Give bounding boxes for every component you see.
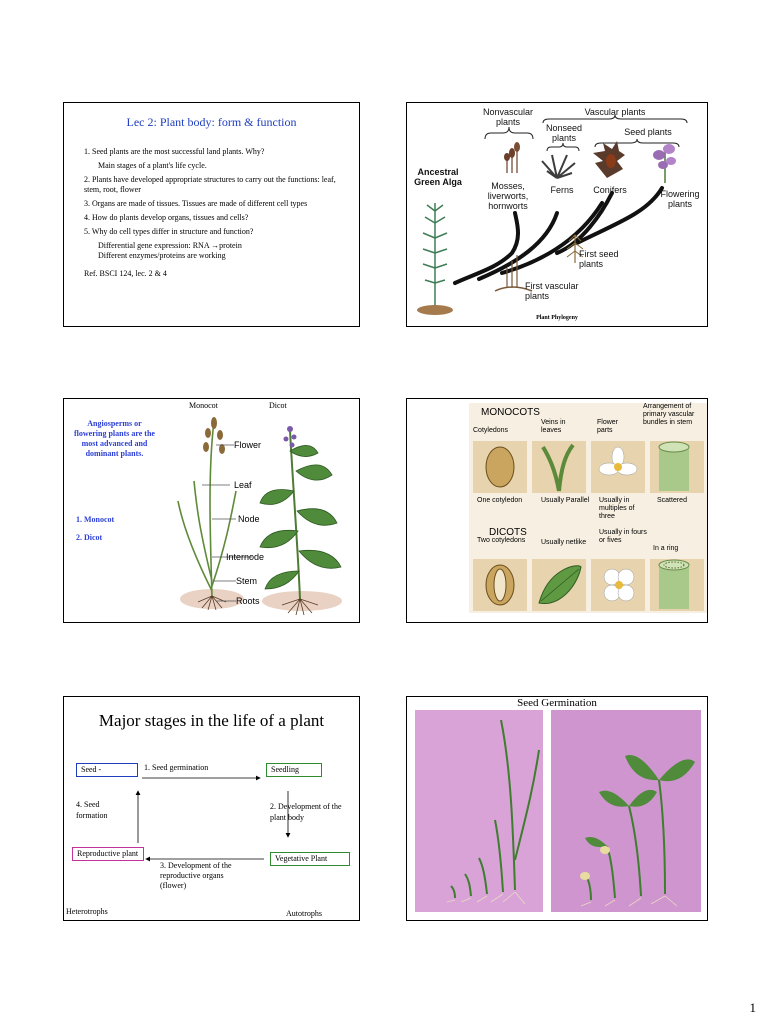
slide1-item-8: Different enzymes/proteins are working <box>98 251 226 260</box>
dicot-cotyledons: Two cotyledons <box>477 537 526 544</box>
germination-photos <box>415 710 701 912</box>
slide1-title: Lec 2: Plant body: form & function <box>126 115 297 129</box>
monocot-spikelets <box>203 417 225 454</box>
monocot-flower-parts: Usually in multiples of three <box>599 497 635 520</box>
phylogeny-caption: Plant Phylogeny <box>536 315 578 321</box>
alga-base <box>417 305 453 315</box>
slide1-item-7: Differential gene expression: RNA →protein <box>98 241 242 250</box>
label-vascular: Vascular plants <box>584 107 646 117</box>
slide-seed-germination <box>406 696 708 921</box>
label-leaf: Leaf <box>234 480 252 490</box>
flowering-plant-illustration <box>653 144 676 183</box>
label-heterotrophs: Heterotrophs <box>66 907 108 916</box>
list-dicot: 2. Dicot <box>76 533 103 542</box>
step-seed-formation: 4. Seed formation <box>76 800 108 820</box>
dicot-photo-bg <box>551 710 701 912</box>
slide1-item-6: 5. Why do cell types differ in structure and function? <box>84 227 254 236</box>
seed-germination-title: Seed Germination <box>517 697 597 709</box>
box-reproductive-plant: Reproductive plant <box>72 847 144 861</box>
label-internode: Internode <box>226 552 265 562</box>
monocot-veins: Usually Parallel <box>541 497 590 504</box>
label-mosses: Mosses, liverworts, hornworts <box>487 181 529 211</box>
slide-lecture-outline <box>63 102 360 327</box>
slide-life-stages <box>63 696 360 921</box>
step-development-body: 2. Development of the plant body <box>270 802 342 822</box>
col-arrangement: Arrangement of primary vascular bundles in stem <box>643 403 695 426</box>
dicot-bundles: In a ring <box>653 545 679 552</box>
conifer-illustration <box>593 141 625 178</box>
slide1-item-1: 1. Seed plants are the most successful land plants. Why? <box>84 147 265 156</box>
step-seed-germination: 1. Seed germination <box>144 763 209 772</box>
label-nonvascular: Nonvascular plants <box>482 107 534 127</box>
slide1-item-5: 4. How do plants develop organs, tissues and cells? <box>84 213 249 222</box>
slide-plant-phylogeny <box>406 102 708 327</box>
monocots-heading: MONOCOTS <box>481 407 540 418</box>
monocot-cotyledon: One cotyledon <box>477 497 523 504</box>
label-autotrophs: Autotrophs <box>286 909 322 918</box>
list-monocot: 1. Monocot <box>76 515 115 524</box>
dicot-flower-parts: Usually in fours or fives <box>599 529 647 544</box>
monocot-bundles: Scattered <box>657 497 687 504</box>
box-seedling: Seedling <box>266 763 322 777</box>
monocot-dicot-illustration <box>172 411 360 621</box>
life-stages-title: Major stages in the life of a plant <box>98 711 325 730</box>
label-roots: Roots <box>236 596 260 606</box>
slide1-reference: Ref. BSCI 124, lec. 2 & 4 <box>84 269 167 278</box>
label-dicot: Dicot <box>269 401 287 410</box>
label-ferns: Ferns <box>550 185 574 195</box>
monocot-traits-art <box>469 439 707 495</box>
label-flowering: Flowering plants <box>660 189 700 209</box>
box-seed: Seed - <box>76 763 138 777</box>
dicots-heading: DICOTS <box>489 527 527 538</box>
moss-illustration <box>504 142 520 173</box>
nonvascular-bracket <box>485 127 533 139</box>
step-reproductive-organs: 3. Development of the reproductive organs (flower) <box>160 861 232 890</box>
col-cotyledons: Cotyledons <box>473 427 509 434</box>
angiosperm-heading: Angiosperms or flowering plants are the most advanced and dominant plants. <box>74 419 155 458</box>
label-node: Node <box>238 514 260 524</box>
nonseed-bracket <box>547 143 579 151</box>
slide-monocots-vs-dicots <box>406 398 708 623</box>
label-first-vascular: First vascular plants <box>525 281 579 301</box>
dicot-leaves <box>260 445 341 589</box>
alga-illustration <box>423 203 447 308</box>
dicot-veins: Usually netlike <box>541 539 587 546</box>
label-flower: Flower <box>234 440 262 450</box>
label-stem: Stem <box>236 576 258 586</box>
monocot-photo-bg <box>415 710 543 912</box>
slide1-item-2: Main stages of a plant's life cycle. <box>98 161 207 170</box>
col-flower-parts: Flower parts <box>597 419 619 434</box>
col-veins: Veins in leaves <box>541 419 566 434</box>
slide1-list <box>84 147 349 283</box>
label-ancestral-alga: Ancestral Green Alga <box>414 167 462 187</box>
fern-illustration <box>542 155 575 178</box>
slide1-item-4: 3. Organs are made of tissues. Tissues are made of different cell types <box>84 199 308 208</box>
label-conifers: Conifers <box>593 185 627 195</box>
label-first-seed: First seed plants <box>579 249 619 269</box>
box-vegetative-plant: Vegetative Plant <box>270 852 350 866</box>
label-seed-plants: Seed plants <box>624 127 672 137</box>
slide-monocot-dicot <box>63 398 360 623</box>
page-number: 1 <box>749 1000 756 1015</box>
label-monocot: Monocot <box>189 401 218 410</box>
dicot-traits-art <box>469 557 707 613</box>
slide1-item-3: 2. Plants have developed appropriate structures to carry out the functions: leaf, stem, root, flower <box>84 175 336 194</box>
label-nonseed: Nonseed plants <box>545 123 583 143</box>
